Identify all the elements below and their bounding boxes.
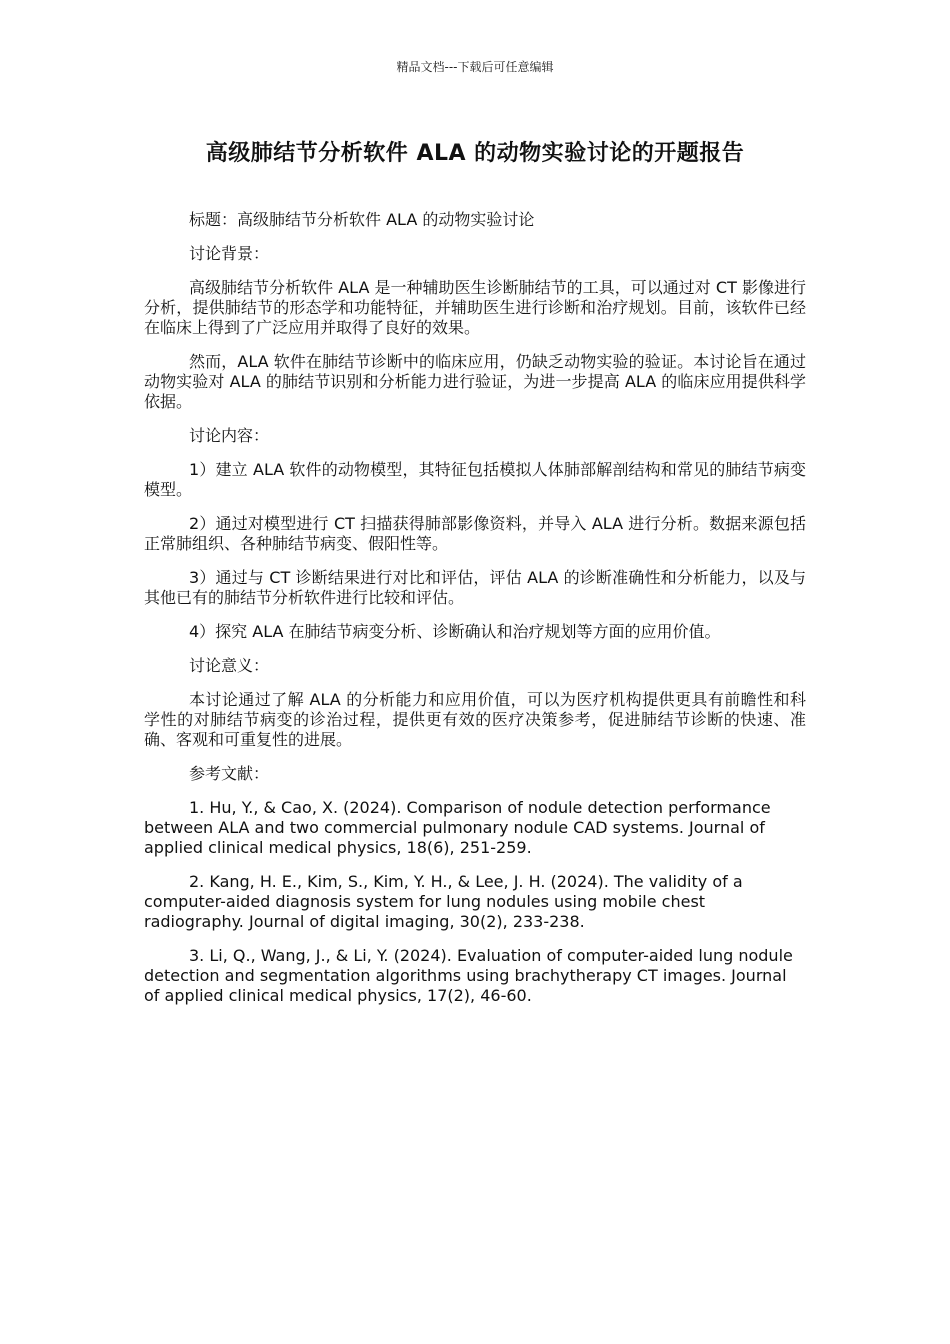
paragraph-topic: 标题：高级肺结节分析软件 ALA 的动物实验讨论	[189, 210, 535, 229]
page-header: 精品文档---下载后可任意编辑	[396, 60, 554, 74]
paragraph-content-1: 1）建立 ALA 软件的动物模型，其特征包括模拟人体肺部解剖结构和常见的肺结节病变模型。	[144, 460, 806, 499]
paragraph-significance: 本讨论通过了解 ALA 的分析能力和应用价值，可以为医疗机构提供更具有前瞻性和科学性的对肺结节病变的诊治过程，提供更有效的医疗决策参考，促进肺结节诊断的快速、准确、客观和可重复性的进展。	[144, 690, 806, 749]
paragraph-content-3: 3）通过与 CT 诊断结果进行对比和评估，评估 ALA 的诊断准确性和分析能力，以及与其他已有的肺结节分析软件进行比较和评估。	[144, 568, 806, 607]
paragraph-background-2: 然而，ALA 软件在肺结节诊断中的临床应用，仍缺乏动物实验的验证。本讨论旨在通过动物实验对 ALA 的肺结节识别和分析能力进行验证，为进一步提高 ALA 的临床应用提供科学依据。	[144, 352, 806, 411]
reference-item: 3. Li, Q., Wang, J., & Li, Y. (2024). Evaluation of computer-aided lung nodule detection and segmentation algorithms using brachytherapy CT images. Journal of applied clinical medical physics, 17(2), 46-60.	[144, 946, 793, 1005]
reference-item: 1. Hu, Y., & Cao, X. (2024). Comparison of nodule detection performance between ALA and two commercial pulmonary nodule CAD systems. Journal of applied clinical medical physics, 18(6), 251-259.	[144, 798, 771, 857]
document-title: 高级肺结节分析软件 ALA 的动物实验讨论的开题报告	[205, 141, 745, 166]
paragraph-content-2: 2）通过对模型进行 CT 扫描获得肺部影像资料，并导入 ALA 进行分析。数据来源包括正常肺组织、各种肺结节病变、假阳性等。	[144, 514, 806, 553]
paragraph-background-1: 高级肺结节分析软件 ALA 是一种辅助医生诊断肺结节的工具，可以通过对 CT 影像进行分析，提供肺结节的形态学和功能特征，并辅助医生进行诊断和治疗规划。目前，该软件已经在临床上得到了广泛应用并取得了良好的效果。	[144, 278, 806, 337]
heading-significance: 讨论意义：	[189, 656, 270, 675]
heading-content: 讨论内容：	[189, 426, 270, 445]
heading-background: 讨论背景：	[189, 244, 270, 263]
document-body	[144, 210, 806, 1020]
reference-item: 2. Kang, H. E., Kim, S., Kim, Y. H., & Lee, J. H. (2024). The validity of a computer-aided diagnosis system for lung nodules using mobile chest radiography. Journal of digital imaging, 30(2), 233-238.	[144, 872, 743, 931]
paragraph-content-4: 4）探究 ALA 在肺结节病变分析、诊断确认和治疗规划等方面的应用价值。	[189, 622, 721, 641]
heading-references: 参考文献：	[189, 764, 270, 783]
